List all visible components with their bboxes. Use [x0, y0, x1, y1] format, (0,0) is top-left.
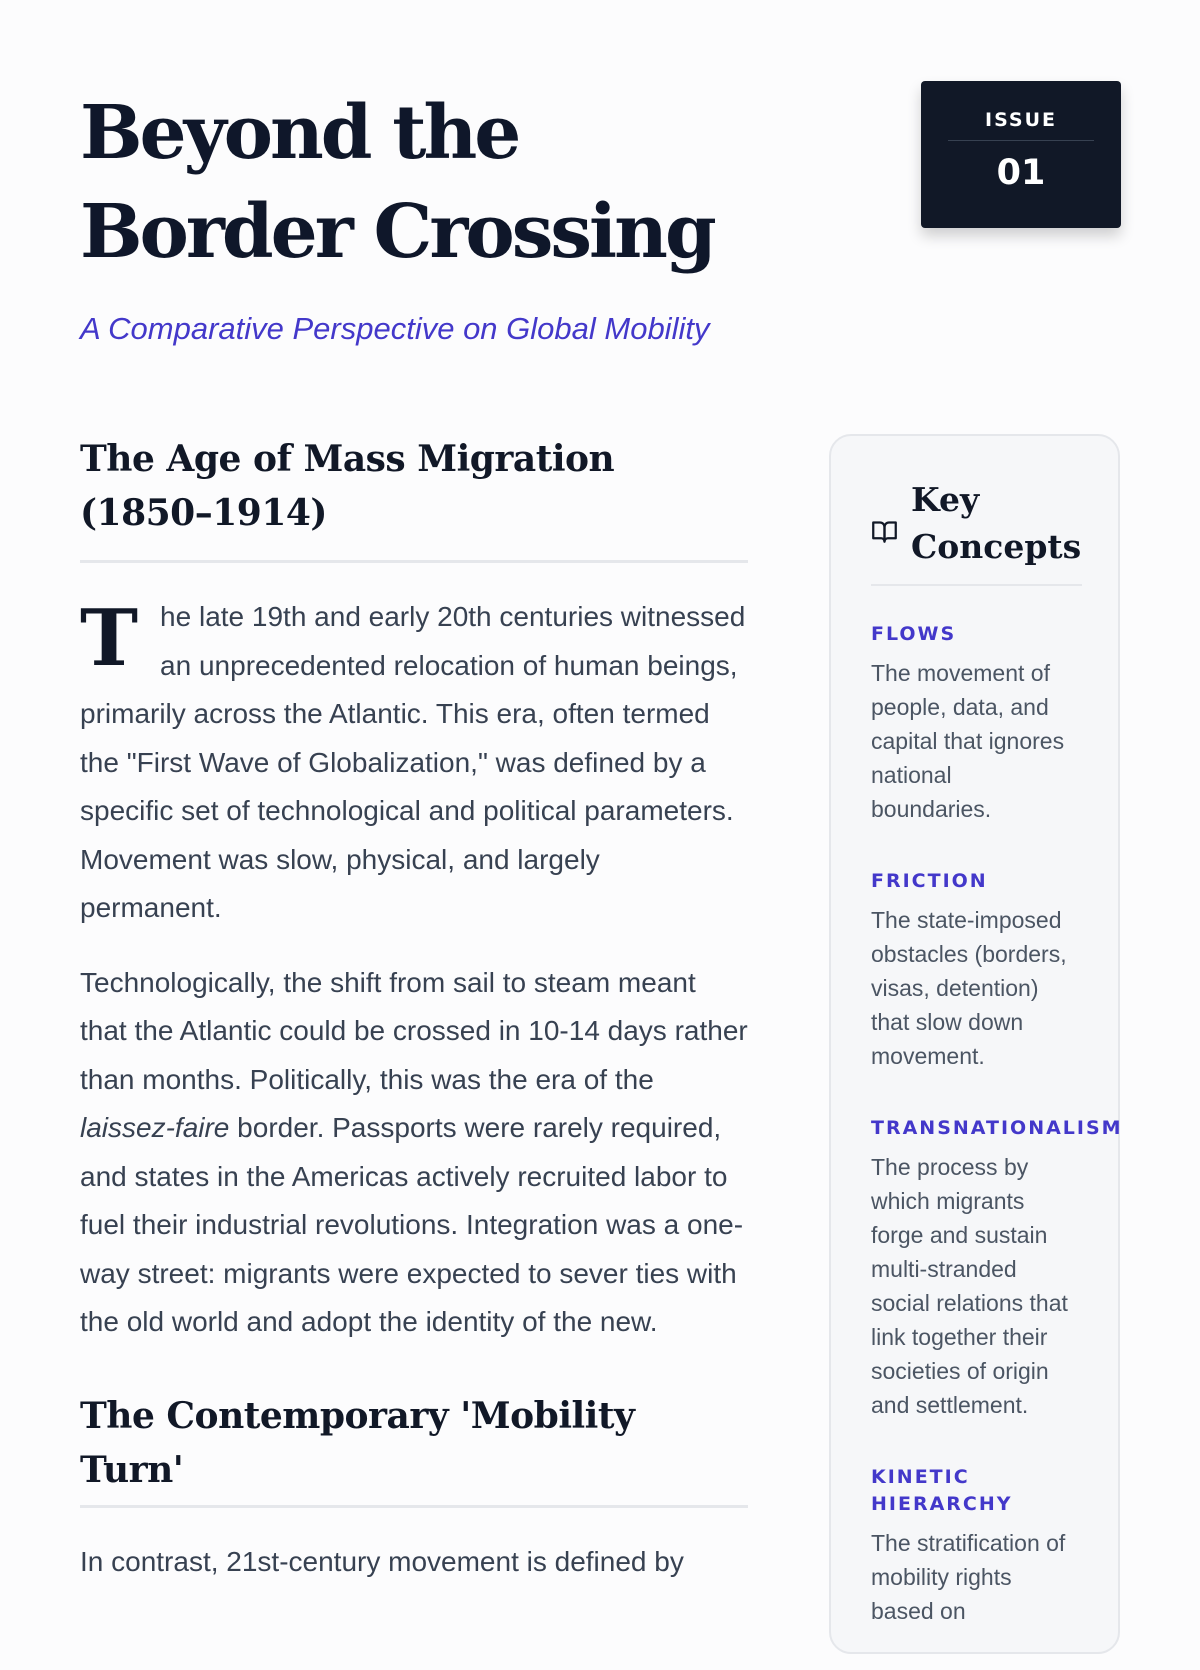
concept-item: [871, 621, 1111, 826]
concept-term: FLOWS: [871, 623, 957, 645]
concept-item: [871, 868, 1111, 1073]
paragraph-intro-text: he late 19th and early 20th centuries witnessed an unprecedented relocation of human beings, primarily across the Atlantic. This era, often termed the "First Wave of Globalization," was defined by a specific set of technological and political parameters. Movement was slow, physical, and largely permanent.: [80, 601, 746, 923]
page-subtitle: A Comparative Perspective on Global Mobility: [80, 311, 710, 346]
section-heading-mass-migration: The Age of Mass Migration (1850–1914): [80, 432, 748, 563]
concept-definition: The process by which migrants forge and sustain multi-stranded social relations that link together their societies of origin and settlement.: [871, 1154, 1068, 1418]
article: [80, 432, 748, 1586]
concept-definition: The state-imposed obstacles (borders, visas, detention) that slow down movement.: [871, 907, 1067, 1069]
issue-divider: [948, 140, 1094, 141]
book-open-icon: [871, 518, 898, 545]
paragraph-technology: [80, 959, 748, 1347]
concept-term: KINETIC HIERARCHY: [871, 1466, 1013, 1515]
concept-definition: The stratification of mobility rights based on: [871, 1530, 1066, 1624]
concept-list: [871, 621, 1123, 1670]
key-concepts-sidebar: [829, 434, 1123, 1654]
sidebar-title: Key Concepts: [911, 480, 1082, 566]
page-title: Beyond the Border Crossing: [80, 90, 714, 275]
paragraph-technology-text-b: border. Passports were rarely required, and states in the Americas actively recruited labor to fuel their industrial revolutions. Integration was a one-way street: migrants were expected to sever ties with the old world and adopt the identity of the new.: [80, 1112, 744, 1337]
paragraph-contrast: In contrast, 21st-century movement is defined by: [80, 1545, 684, 1577]
emphasis-laissez-faire: laissez-faire: [80, 1112, 230, 1143]
drop-cap: T: [80, 593, 139, 684]
paragraph-intro: [80, 593, 748, 933]
section-heading-mobility-turn: The Contemporary 'Mobility Turn': [80, 1389, 748, 1508]
concept-term: FRICTION: [871, 870, 988, 892]
issue-badge: [921, 81, 1121, 228]
paragraph-technology-text-a: Technologically, the shift from sail to steam meant that the Atlantic could be crossed in 10-14 days rather than months. Politically, this was the era of the: [80, 966, 748, 1095]
concept-item: [871, 1115, 1123, 1422]
concept-definition: The movement of people, data, and capital that ignores national boundaries.: [871, 660, 1065, 822]
sidebar-header: [871, 476, 1082, 586]
concept-term: TRANSNATIONALISM: [871, 1117, 1123, 1139]
issue-number: 01: [996, 153, 1046, 193]
issue-label: ISSUE: [985, 109, 1057, 131]
concept-item: [871, 1464, 1111, 1628]
